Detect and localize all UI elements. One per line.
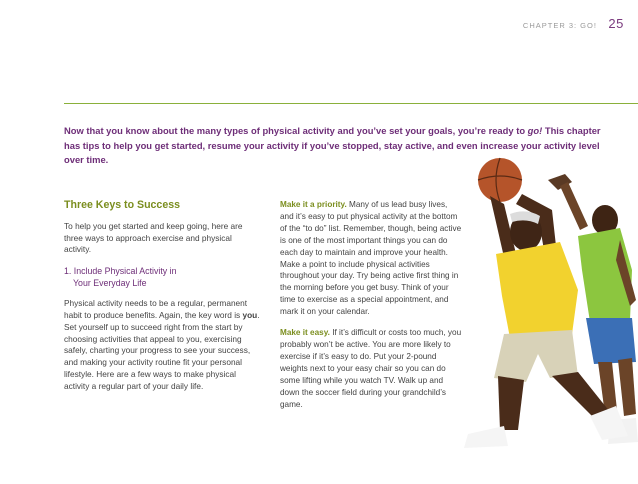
chapter-label: CHAPTER 3: GO!	[522, 21, 597, 30]
subheading-line-2: Your Everyday Life	[73, 278, 147, 289]
priority-lead: Make it a priority.	[280, 200, 347, 209]
body-text-start: Physical activity needs to be a regular, permanent habit to produce benefits. Again, the key word is	[64, 298, 248, 320]
priority-paragraph	[280, 199, 462, 318]
basketball	[478, 158, 522, 202]
page-header	[523, 16, 624, 31]
body-paragraph	[64, 298, 260, 392]
body-text-end: . Set yourself up to succeed right from the start by choosing activities that appeal to you, exercising safely, charting your progress to see your success, and making your activity routine fit your personal lifestyle. Here are a few ways to make physical activity a regular part of your daily life.	[64, 309, 260, 391]
left-column	[64, 200, 260, 402]
key-word: you	[242, 309, 258, 320]
page-number: 25	[608, 16, 624, 31]
intro-text: Now that you know about the many types of physical activity and you’ve set your goals, you’re ready to	[64, 125, 528, 136]
divider-rule	[64, 103, 638, 104]
easy-lead: Make it easy.	[280, 328, 330, 338]
priority-text: Many of us lead busy lives, and it’s easy to put physical activity at the bottom of the “to do” list. Remember, though, being active is one of the most important things you can do each day to maintain and improve your health. Make a point to include physical activities throughout your day. Try being active first thing in the morning before you get busy. Think of your time to exercise as a special appointment, and mark it on your calendar.	[280, 200, 462, 317]
middle-column	[280, 199, 462, 419]
intro-text-2: This chapter has tips to help you get started, resume your activity if you’ve stopped, stay active, and even increase your activity level over time.	[64, 125, 601, 165]
section-heading: Three Keys to Success	[64, 199, 180, 211]
intro-body-paragraph: To help you get started and keep going, here are three ways to approach exercise and physical activity.	[64, 220, 243, 255]
easy-paragraph	[280, 327, 462, 410]
basketball-players-photo	[460, 150, 638, 484]
easy-text: If it’s difficult or costs too much, you probably won’t be active. You are more likely to exercise if it’s easy to do. Put your 2-pound weights next to your easy chair so you can do some lifting while you watch TV. Walk up and down the soccer field during your grandchild’s game.	[280, 328, 462, 409]
intro-emphasis: go!	[527, 125, 543, 136]
subheading-line-1: 1. Include Physical Activity in	[64, 266, 177, 277]
subheading	[64, 265, 260, 289]
